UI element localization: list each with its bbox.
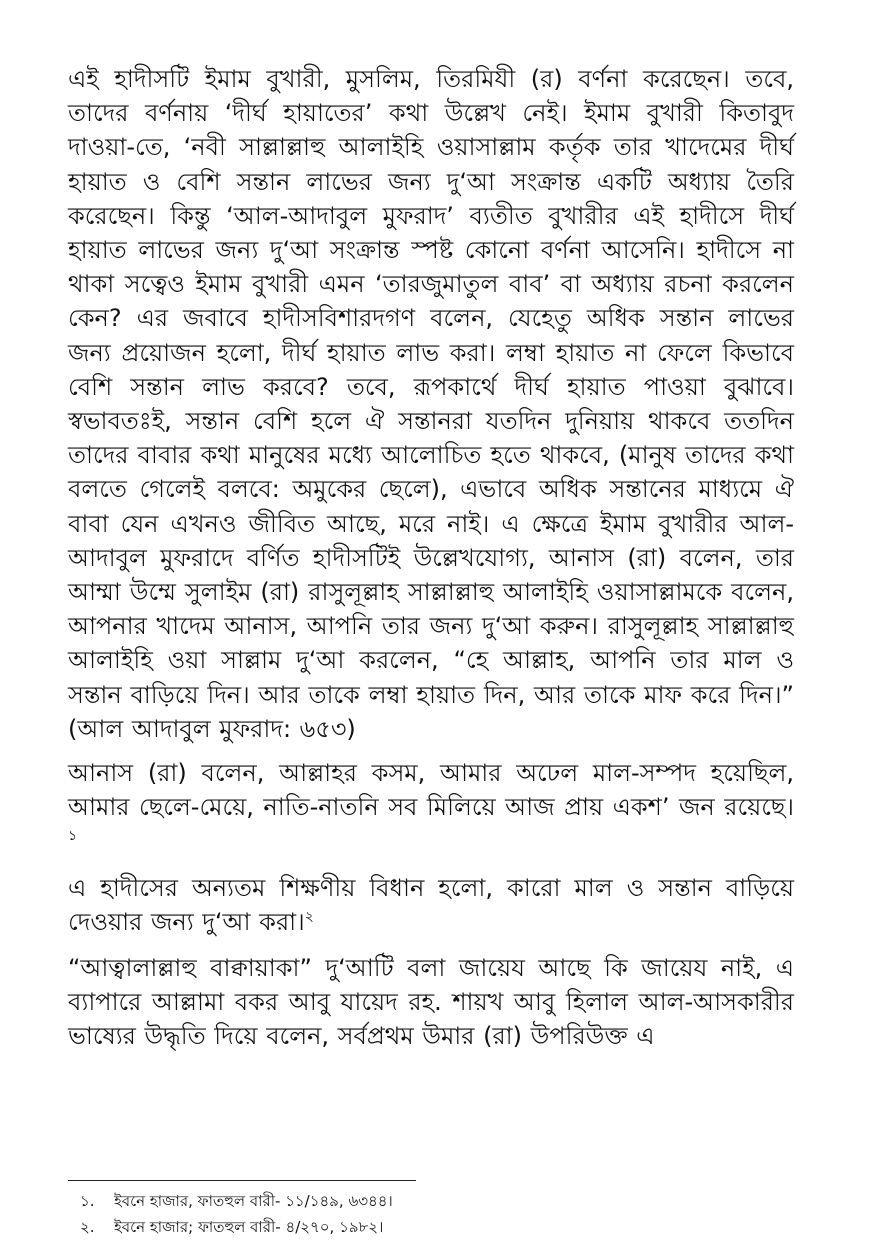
footnote-number: ২. (80, 1218, 95, 1236)
paragraph-3 (68, 871, 794, 939)
paragraph-2 (68, 756, 794, 859)
paragraph-2-text: আনাস (রা) বলেন, আল্লাহর কসম, আমার অঢেল মাল-সম্পদ হয়েছিল, আমার ছেলে-মেয়ে, নাতি-নাতনি সব মিলিয়ে আজ প্রায় একশ’ জন রয়েছে। (68, 759, 794, 822)
footnotes (80, 1188, 780, 1240)
footnote-text: ইবনে হাজার; ফাতহুল বারী- ৪/২৭০, ১৯৮২। (114, 1218, 384, 1236)
footnote-number: ১. (80, 1192, 95, 1210)
paragraph-4-text: “আত্বালাল্লাহু বাক্বায়াকা” দু‘আটি বলা জায়েয আছে কি জায়েয নাই, এ ব্যাপারে আল্লামা বকর আবু যায়েদ রহ. শায়খ আবু হিলাল আল-আসকারীর ভাষ্যের উদ্ধৃতি দিয়ে বলেন, সর্বপ্রথম উমার (রা) উপরিউক্ত এ (68, 954, 794, 1051)
paragraph-1 (68, 62, 794, 746)
footnote-ref-2[interactable]: ২ (304, 908, 314, 925)
footnote-ref-1[interactable]: ১ (68, 828, 78, 845)
page-body (68, 62, 794, 1054)
footnote-text: ইবনে হাজার, ফাতহুল বারী- ১১/১৪৯, ৬৩৪৪। (114, 1192, 393, 1210)
paragraph-4 (68, 951, 794, 1054)
footnote-item-2 (80, 1214, 780, 1240)
paragraph-3-text: এ হাদীসের অন্যতম শিক্ষণীয় বিধান হলো, কারো মাল ও সন্তান বাড়িয়ে দেওয়ার জন্য দু‘আ করা। (68, 873, 794, 936)
footnote-item-1 (80, 1188, 780, 1214)
paragraph-1-text: এই হাদীসটি ইমাম বুখারী, মুসলিম, তিরমিযী (র) বর্ণনা করেছেন। তবে, তাদের বর্ণনায় ‘দীর্ঘ হায়াতের’ কথা উল্লেখ নেই। ইমাম বুখারী কিতাবুদ দাওয়া-তে, ‘নবী সাল্লাল্লাহু আলাইহি ওয়াসাল্লাম কর্তৃক তার খাদেমের দীর্ঘ হায়াত ও বেশি সন্তান লাভের জন্য দু‘আ সংক্রান্ত একটি অধ্যায় তৈরি করেছেন। কিন্তু ‘আল-আদাবুল মুফরাদ’ ব্যতীত বুখারীর এই হাদীসে দীর্ঘ হায়াত লাভের জন্য দু‘আ সংক্রান্ত স্পষ্ট কোনো বর্ণনা আসেনি। হাদীসে না থাকা সত্বেও ইমাম বুখারী এমন ‘তারজুমাতুল বাব’ বা অধ্যায় রচনা করলেন কেন? এর জবাবে হাদীসবিশারদগণ বলেন, যেহেতু অধিক সন্তান লাভের জন্য প্রয়োজন হলো, দীর্ঘ হায়াত লাভ করা। লম্বা হায়াত না ফেলে কিভাবে বেশি সন্তান লাভ করবে? তবে, রূপকার্থে দীর্ঘ হায়াত পাওয়া বুঝাবে। স্বভাবতঃই, সন্তান বেশি হলে ঐ সন্তানরা যতদিন দুনিয়ায় থাকবে ততদিন তাদের বাবার কথা মানুষের মধ্যে আলোচিত হতে থাকবে, (মানুষ তাদের কথা বলতে গেলেই বলবে: অমুকের ছেলে), এভাবে অধিক সন্তানের মাধ্যমে ঐ বাবা যেন এখনও জীবিত আছে, মরে নাই। এ ক্ষেত্রে ইমাম বুখারীর আল-আদাবুল মুফরাদে বর্ণিত হাদীসটিই উল্লেখযোগ্য, আনাস (রা) বলেন, তার আম্মা উম্মে সুলাইম (রা) রাসুলূল্লাহ সাল্লাল্লাহু আলাইহি ওয়াসাল্লামকে বলেন, আপনার খাদেম আনাস, আপনি তার জন্য দু‘আ করুন। রাসুলূল্লাহ সাল্লাল্লাহু আলাইহি ওয়া সাল্লাম দু‘আ করলেন, “হে আল্লাহ, আপনি তার মাল ও সন্তান বাড়িয়ে দিন। আর তাকে লম্বা হায়াত দিন, আর তাকে মাফ করে দিন।” (আল আদাবুল মুফরাদ: ৬৫৩) (68, 65, 794, 743)
footnote-divider (68, 1180, 416, 1181)
